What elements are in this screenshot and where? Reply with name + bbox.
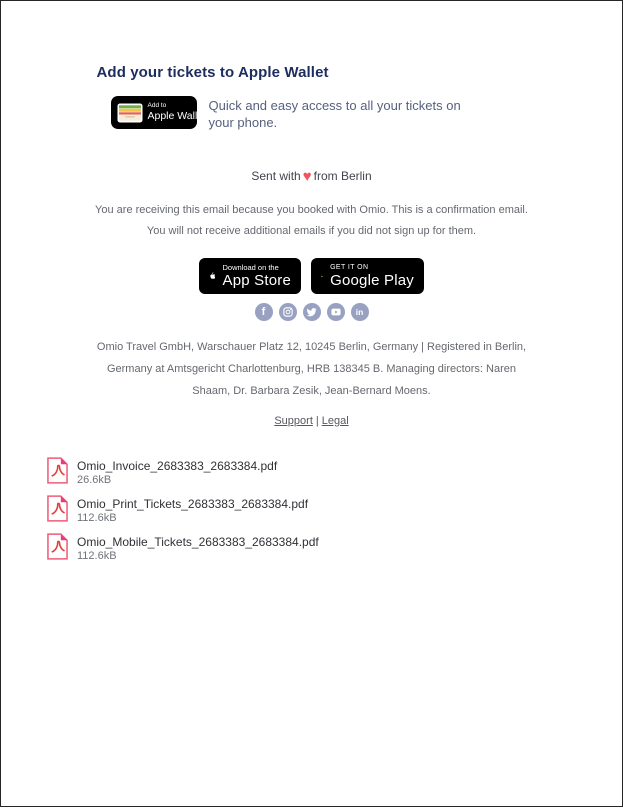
wallet-row (111, 96, 530, 131)
app-store-badge[interactable] (199, 258, 301, 294)
instagram-link[interactable] (279, 303, 297, 321)
attachment-row[interactable] (47, 494, 622, 525)
attachment-filename[interactable]: Omio_Mobile_Tickets_2683383_2683384.pdf (77, 535, 319, 549)
pdf-file-icon (47, 495, 68, 522)
legal-link[interactable]: Legal (321, 415, 349, 427)
add-to-apple-wallet-button[interactable] (111, 96, 207, 129)
attachment-size: 112.6kB (77, 512, 117, 524)
pdf-file-icon (47, 533, 68, 560)
sent-with-line (94, 168, 530, 185)
store-badges-row (94, 258, 530, 294)
google-play-icon (321, 266, 323, 287)
sent-with-prefix: Sent with (251, 169, 301, 183)
wallet-badge-line2: Apple Wallet (147, 110, 207, 123)
youtube-link[interactable] (327, 303, 345, 321)
facebook-link[interactable] (255, 303, 273, 321)
attachment-size: 112.6kB (77, 550, 117, 562)
company-info: Omio Travel GmbH, Warschauer Platz 12, 10245 Berlin, Germany | Registered in Berlin, Germany at Amtsgericht Charlottenburg, HRB 138345 B. Managing directors: Naren Shaam, Dr. Barbara Zesik, Jean-Bernard Moens. (96, 341, 527, 397)
social-links-row (94, 303, 530, 321)
attachment-size: 26.6kB (77, 474, 112, 486)
attachment-meta (77, 456, 277, 487)
facebook-icon: f (261, 305, 266, 318)
app-store-line2: App Store (222, 272, 291, 290)
google-play-badge[interactable] (311, 258, 424, 294)
attachment-filename[interactable]: Omio_Print_Tickets_2683383_2683384.pdf (77, 497, 309, 511)
attachment-meta (77, 532, 319, 563)
attachments-list (47, 456, 622, 563)
email-content (94, 1, 530, 427)
disclaimer-text: You are receiving this email because you booked with Omio. This is a confirmation email. You will not receive additional emails if you did not sign up for them. (95, 204, 528, 237)
pdf-file-icon (47, 457, 68, 484)
google-play-line1: GET IT ON (330, 264, 369, 271)
heart-icon: ♥ (302, 168, 312, 185)
attachment-filename[interactable]: Omio_Invoice_2683383_2683384.pdf (77, 459, 278, 473)
app-store-badge-text (222, 264, 291, 289)
page-title: Add your tickets to Apple Wallet (96, 64, 329, 81)
apple-wallet-icon (117, 103, 143, 123)
links-separator: | (315, 415, 319, 427)
support-link[interactable]: Support (274, 415, 313, 427)
wallet-description: Quick and easy access to all your tickets on your phone. (208, 98, 461, 130)
wallet-badge-line1: Add to (147, 102, 167, 110)
wallet-badge-text (148, 103, 207, 122)
google-play-badge-text (330, 264, 414, 288)
twitter-link[interactable] (303, 303, 321, 321)
linkedin-link[interactable] (351, 303, 369, 321)
instagram-icon (283, 307, 293, 317)
apple-logo-icon (209, 266, 215, 286)
linkedin-icon: in (355, 306, 364, 317)
twitter-icon (306, 308, 317, 317)
attachment-row[interactable] (47, 532, 622, 563)
youtube-icon (331, 308, 341, 316)
attachment-meta (77, 494, 308, 525)
attachment-row[interactable] (47, 456, 622, 487)
legal-links-row (94, 415, 530, 427)
sent-with-suffix: from Berlin (313, 169, 372, 183)
google-play-line2: Google Play (330, 272, 414, 289)
app-store-line1: Download on the (222, 262, 279, 272)
